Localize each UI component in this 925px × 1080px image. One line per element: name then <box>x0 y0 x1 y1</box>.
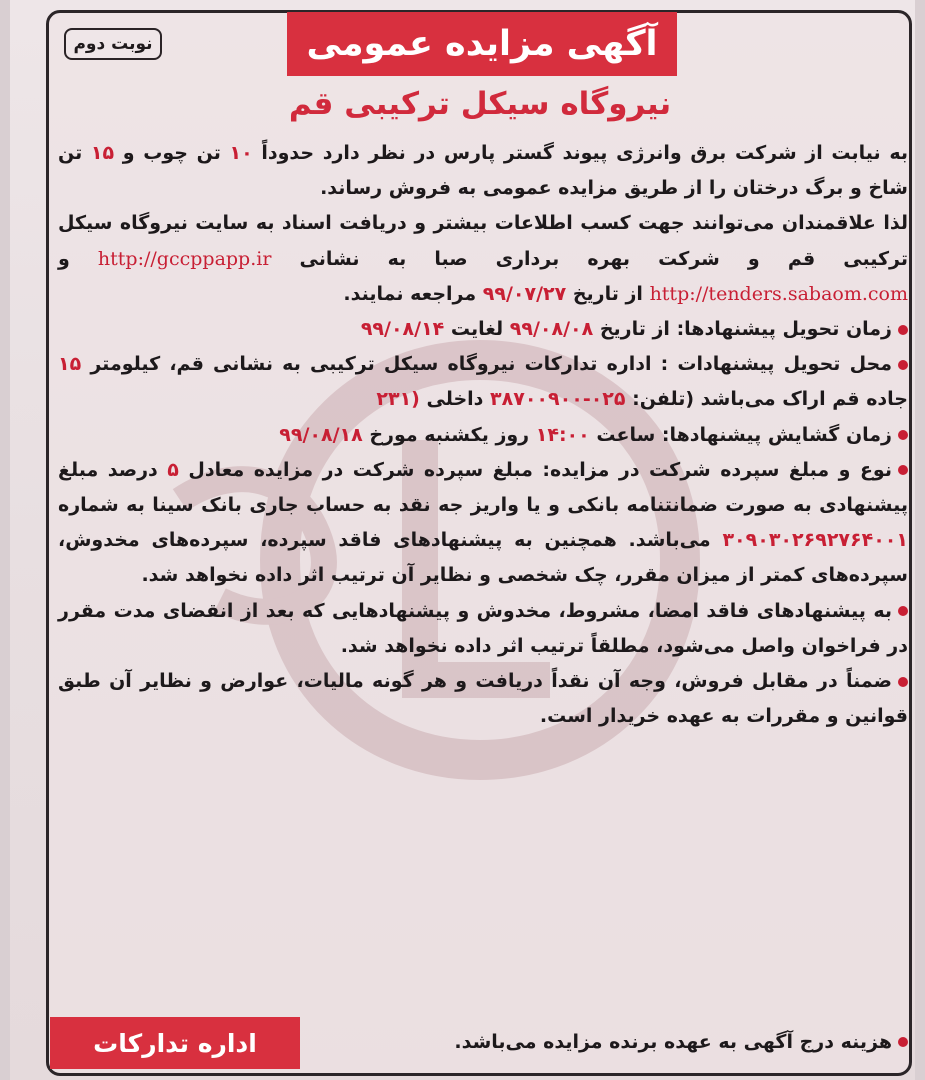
sabaom-link[interactable]: http://tenders.sabaom.com <box>649 282 908 305</box>
deposit-percent: ۵ <box>167 458 179 481</box>
kilometer: ۱۵ <box>58 353 82 376</box>
edition-badge: نوبت دوم <box>64 28 162 60</box>
delivery-from-date: ۹۹/۰۸/۰۸ <box>509 318 594 341</box>
bullet-icon <box>898 606 908 616</box>
extension-number: (۲۳۱ <box>376 388 420 411</box>
ad-cost-item: هزینه درج آگهی به عهده برنده مزایده می‌باشد. <box>310 1022 908 1062</box>
tax-item: ضمناً در مقابل فروش، وجه آن نقداً دریافت و هر گونه مالیات، عوارض و نظایر آن طبق قوانین و مقررات به عهده خریدار است. <box>58 670 908 728</box>
bullet-icon <box>898 465 908 475</box>
ad-title: آگهی مزایده عمومی <box>287 12 677 76</box>
bullet-icon <box>898 360 908 370</box>
bullet-icon <box>898 325 908 335</box>
delivery-to-date: ۹۹/۰۸/۱۴ <box>360 318 445 341</box>
phone-number: ۰۲۵-۳۸۷۰۰۹۰۰ <box>490 388 626 411</box>
deposit-item: نوع و مبلغ سپرده شرکت در مزایده: مبلغ سپرده شرکت در مزایده معادل ۵ درصد مبلغ پیشنهادی به صورت ضمانتنامه بانکی و یا واریز جه نقد به حساب جاری بانک سینا به شماره ۳۰۹۰۳۰۲۶۹۲۷۶۴۰۰۱ می‌باشد. همچنین به پیشنهادهای فاقد سپرده، سپرده‌های مخدوش، سپرده‌های کمتر از میزان مقرر، چک شخصی و نظایر آن ترتیب اثر داده نخواهد شد. <box>58 458 908 587</box>
delivery-place-item: محل تحویل پیشنهادات : اداره تدارکات نیروگاه سیکل ترکیبی به نشانی قم، کیلومتر ۱۵ جاده قم اراک می‌باشد (تلفن: ۰۲۵-۳۸۷۰۰۹۰۰ داخلی (۲۳۱ <box>58 353 908 411</box>
ad-body <box>58 136 908 734</box>
wood-tons: ۱۰ <box>229 142 253 164</box>
gccppapp-link[interactable]: http://gccppapp.ir <box>97 247 272 270</box>
right-edge <box>915 0 925 1080</box>
opening-date: ۹۹/۰۸/۱۸ <box>279 423 363 446</box>
bullet-icon <box>898 430 908 440</box>
opening-hour: ۱۴:۰۰ <box>535 423 590 446</box>
intro-paragraph-1: به نیابت از شرکت برق وانرژی پیوند گستر پارس در نظر دارد حدوداً ۱۰ تن چوب و ۱۵ تن شاخ و برگ درختان را از طریق مزایده عمومی به فروش رساند. <box>58 142 908 200</box>
start-date: ۹۹/۰۷/۲۷ <box>482 282 567 305</box>
ad-subtitle: نیروگاه سیکل ترکیبی قم <box>288 86 672 122</box>
invalid-bids-item: به پیشنهادهای فاقد امضا، مشروط، مخدوش و پیشنهادهایی که بعد از انقضای مدت مقرر در فراخوان واصل می‌شود، مطلقاً ترتیب اثر داده نخواهد شد. <box>58 599 908 657</box>
intro-paragraph-2: لذا علاقمندان می‌توانند جهت کسب اطلاعات بیشتر و دریافت اسناد به سایت نیروگاه سیکل ترکیبی قم و شرکت بهره برداری صبا به نشانی http://gccppapp.ir و http://tenders.sabaom.com از تاریخ ۹۹/۰۷/۲۷ مراجعه نمایند. <box>58 212 909 305</box>
branches-tons: ۱۵ <box>90 142 115 164</box>
account-number: ۳۰۹۰۳۰۲۶۹۲۷۶۴۰۰۱ <box>722 529 908 552</box>
bullet-icon <box>898 677 908 687</box>
opening-time-item: زمان گشایش پیشنهادها: ساعت ۱۴:۰۰ روز یکشنبه مورخ ۹۹/۰۸/۱۸ <box>58 418 908 453</box>
procurement-dept-label: اداره تدارکات <box>50 1017 300 1069</box>
bullet-icon <box>898 1037 908 1047</box>
left-edge <box>0 0 10 1080</box>
delivery-time-item: زمان تحویل پیشنهادها: از تاریخ ۹۹/۰۸/۰۸ لغایت ۹۹/۰۸/۱۴ <box>58 312 908 347</box>
